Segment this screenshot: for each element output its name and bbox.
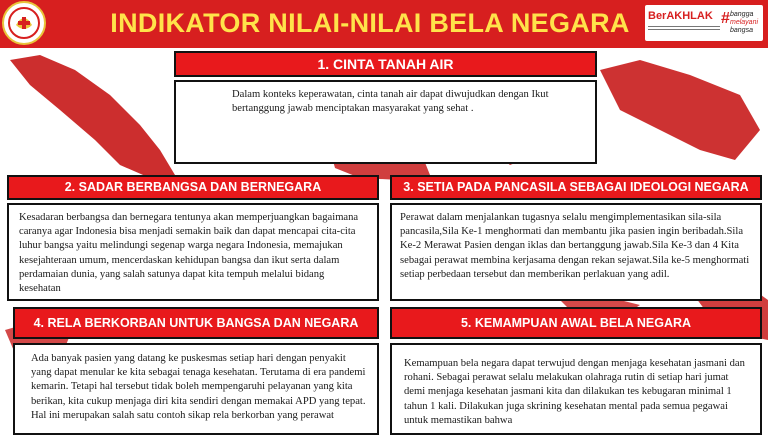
berakhlak-logo [645,5,763,41]
tagline-line-2: melayani [730,19,759,26]
section-1-text: Dalam konteks keperawatan, cinta tanah air dapat diwujudkan dengan Ikut bertanggung jawab menciptakan masyarakat yang sehat . [174,80,597,164]
tagline-line-3: bangsa [730,27,753,34]
berakhlak-wordmark: BerAKHLAK [648,10,713,22]
section-5-heading: 5. KEMAMPUAN AWAL BELA NEGARA [390,307,762,339]
section-5-text: Kemampuan bela negara dapat terwujud dengan menjaga kesehatan jasmani dan rohani. Sebagai perawat selalu melakukan olahraga rutin di setiap hari jumat demi menjaga kesehatan jasmani kita dan dilakukan tes kebugaran minimal 1 tahun 1 kali. Dilakukan juga skrining kesehatan mental pada semua pegawai untuk memastikan bahwa [390,343,762,435]
header-bar [0,0,768,48]
section-3-text: Perawat dalam menjalankan tugasnya selalu mengimplementasikan sila-sila pancasila,Sila Ke-1 menghormati dan membantu jika pasien ingin beribadah.Sila Ke-2 Merawat Pasien dengan iklas dan bertanggung jawab.Sila Ke-3 dan 4 Kita sebagai perawat membina kerjasama dengan rekan sejawat.Sila ke-5 menghormati setiap perbedaan tersebut dan memberikan perlakuan yang adil. [390,203,762,301]
tagline-line-1: bangga [730,11,754,18]
section-2-text: Kesadaran berbangsa dan bernegara tentunya akan memperjuangkan bagaimana caranya agar Indonesia bisa menjadi semakin baik dan dapat mencapai cita-cita luhur bangsa yaitu melindungi segenap warga negara Indonesia, memajukan kesejahteraan umum, mencerdaskan kehidupan bangsa dan ikut serta dalam perdamaian dunia, yang salah satunya dapat kita tempuh melalui bidang kesehatan [7,203,379,301]
emblem-icon [2,1,46,45]
section-3-heading: 3. SETIA PADA PANCASILA SEBAGAI IDEOLOGI NEGARA [390,175,762,200]
section-4-heading: 4. RELA BERKORBAN UNTUK BANGSA DAN NEGARA [13,307,379,339]
page-title: INDIKATOR NILAI-NILAI BELA NEGARA [110,8,630,38]
section-4-text: Ada banyak pasien yang datang ke puskesmas setiap hari dengan penyakit yang dapat menular ke kita sebagai tenaga kesehatan. Terutama di era pandemi kemarin. Tetapi hal tersebut tidak boleh mempengaruhi pelayanan yang kita berikan, kita cukup menjaga diri kita sendiri dengan memakai APD yang tepat. Hal ini merupakan salah satu contoh sikap rela berkorban yang perawat [13,343,379,435]
section-2-heading: 2. SADAR BERBANGSA DAN BERNEGARA [7,175,379,200]
berakhlak-hash: # [721,10,730,27]
berakhlak-subtext-lines [648,26,720,32]
section-1-heading: 1. CINTA TANAH AIR [174,51,597,77]
